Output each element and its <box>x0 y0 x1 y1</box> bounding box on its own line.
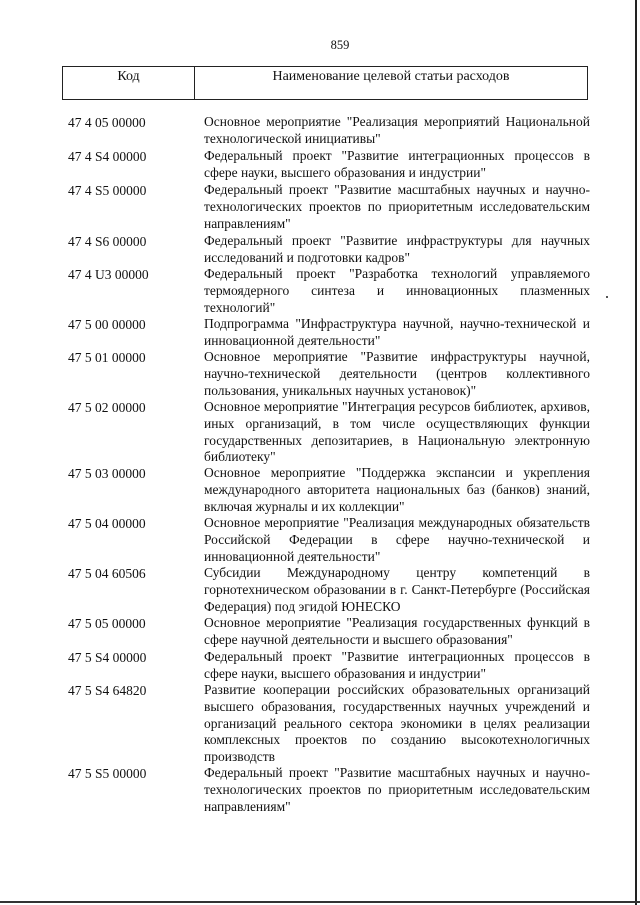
table-row <box>64 266 590 316</box>
page-edge-right <box>635 0 637 905</box>
table-row <box>64 349 590 399</box>
row-code: 47 4 S4 00000 <box>68 149 147 164</box>
table-row <box>64 233 590 267</box>
row-description: Федеральный проект "Развитие инфраструктуры для научных исследований и подготовки кадров" <box>204 233 590 265</box>
table-row <box>64 765 590 815</box>
table-row <box>64 182 590 232</box>
row-code: 47 4 S5 00000 <box>68 183 147 198</box>
row-code: 47 5 S4 00000 <box>68 650 147 665</box>
row-description: Федеральный проект "Развитие масштабных научных и научно-технологических проектов по приоритетным исследовательским направлениям" <box>204 182 590 231</box>
row-code: 47 4 S6 00000 <box>68 234 147 249</box>
row-description: Федеральный проект "Развитие интеграционных процессов в сфере науки, высшего образования и индустрии" <box>204 649 590 681</box>
table-row <box>64 114 590 148</box>
row-description: Федеральный проект "Развитие масштабных научных и научно-технологических проектов по приоритетным исследовательским направлениям" <box>204 765 590 814</box>
row-description: Развитие кооперации российских образовательных организаций высшего образования, государственных научных учреждений и организаций реального сектора экономики в целях реализации комплексных проектов по созданию высокотехнологичных производств <box>204 682 590 765</box>
row-description: Подпрограмма "Инфраструктура научной, научно-технической и инновационной деятельности" <box>204 316 590 348</box>
table-row <box>64 682 590 766</box>
row-code: 47 5 04 60506 <box>68 566 146 581</box>
row-code: 47 5 04 00000 <box>68 516 146 531</box>
table-row <box>64 316 590 350</box>
row-description: Федеральный проект "Развитие интеграционных процессов в сфере науки, высшего образования и индустрии" <box>204 148 590 180</box>
row-description: Субсидии Международному центру компетенций в горнотехническом образовании в г. Санкт-Петербурге (Российская Федерация) под эгидой ЮНЕСКО <box>204 565 590 614</box>
header-code-label: Код <box>63 67 195 99</box>
row-description: Основное мероприятие "Интеграция ресурсов библиотек, архивов, иных организаций, в том числе осуществляющих функции государственных депозитариев, в Национальную электронную библиотеку" <box>204 399 590 465</box>
row-code: 47 5 01 00000 <box>68 350 146 365</box>
table-row <box>64 148 590 182</box>
table-row <box>64 615 590 649</box>
table-row <box>64 649 590 683</box>
row-code: 47 5 S4 64820 <box>68 683 147 698</box>
row-code: 47 5 05 00000 <box>68 616 146 631</box>
row-code: 47 5 S5 00000 <box>68 766 147 781</box>
page-edge-bottom <box>0 901 640 903</box>
table-row <box>64 465 590 515</box>
scan-speck <box>606 296 608 298</box>
row-description: Основное мероприятие "Развитие инфраструктуры научной, научно-технической деятельности (центров коллективного пользования, уникальных научных установок)" <box>204 349 590 398</box>
row-description: Основное мероприятие "Реализация мероприятий Национальной технологической инициативы" <box>204 114 590 146</box>
row-description: Федеральный проект "Разработка технологий управляемого термоядерного синтеза и инновационных плазменных технологий" <box>204 266 590 315</box>
row-code: 47 5 03 00000 <box>68 466 146 481</box>
row-description: Основное мероприятие "Реализация государственных функций в сфере научной деятельности и высшего образования" <box>204 615 590 647</box>
row-code: 47 5 00 00000 <box>68 317 146 332</box>
header-name-label: Наименование целевой статьи расходов <box>272 69 510 84</box>
row-code: 47 5 02 00000 <box>68 400 146 415</box>
row-code: 47 4 05 00000 <box>68 115 146 130</box>
table-row <box>64 399 590 466</box>
table-header <box>62 66 588 100</box>
row-description: Основное мероприятие "Реализация международных обязательств Российской Федерации в сфере научно-технической и инновационной деятельности" <box>204 515 590 564</box>
row-description: Основное мероприятие "Поддержка экспансии и укрепления международного авторитета национальных баз (банков) знаний, включая журналы и их коллекции" <box>204 465 590 514</box>
table-row <box>64 565 590 615</box>
table-row <box>64 515 590 565</box>
page-number: 859 <box>330 38 350 52</box>
row-code: 47 4 U3 00000 <box>68 267 149 282</box>
